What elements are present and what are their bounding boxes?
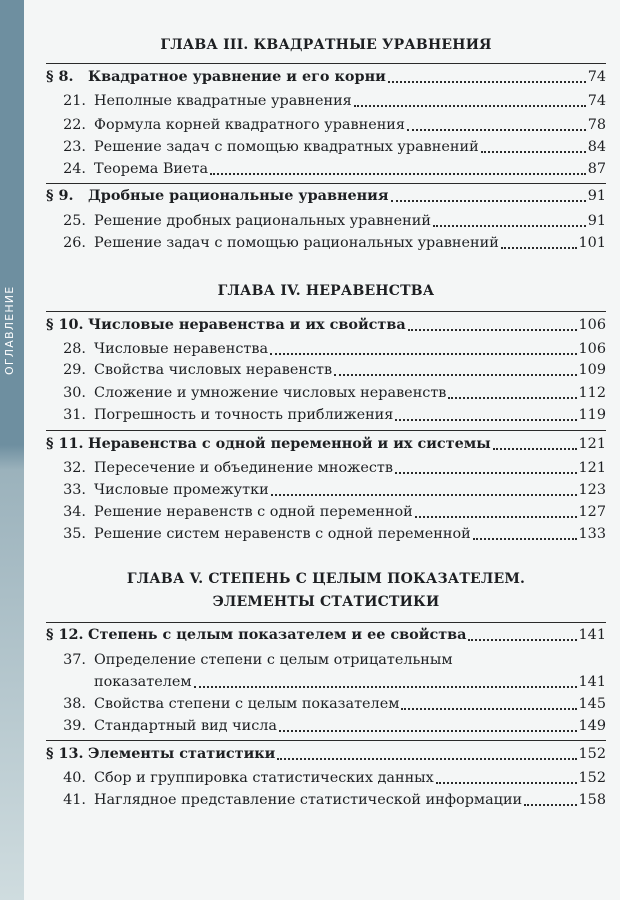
toc-section[interactable]: § 13. Элементы статистики 152 (46, 745, 606, 762)
toc-item[interactable]: 30. Сложение и умножение числовых неравенств 112 (63, 385, 606, 401)
toc-item[interactable]: 40. Сбор и группировка статистических данных 152 (63, 770, 606, 786)
toc-item[interactable]: 22. Формула корней квадратного уравнения 78 (63, 117, 606, 133)
toc-item[interactable]: 21. Неполные квадратные уравнения 74 (63, 93, 606, 109)
toc-item[interactable]: 28. Числовые неравенства 106 (63, 341, 606, 357)
chapter-title: ГЛАВА IV. НЕРАВЕНСТВА (217, 283, 435, 299)
side-tab (0, 0, 24, 900)
toc-section[interactable]: § 8. Квадратное уравнение и его корни 74 (46, 68, 606, 85)
toc-section[interactable]: § 11. Неравенства с одной переменной и их системы 121 (46, 435, 606, 452)
toc-item[interactable]: 24. Теорема Виета 87 (63, 161, 606, 177)
toc-item[interactable]: 31. Погрешность и точность приближения 119 (63, 407, 606, 423)
section-rule (46, 63, 606, 64)
toc-item-continuation[interactable]: показателем 141 (94, 674, 606, 690)
toc-item[interactable]: 37. Определение степени с целым отрицательным (63, 652, 453, 668)
toc-item[interactable]: 32. Пересечение и объединение множеств 121 (63, 460, 606, 476)
toc-item[interactable]: 26. Решение задач с помощью рациональных уравнений 101 (63, 235, 606, 251)
toc-item[interactable]: 34. Решение неравенств с одной переменной 127 (63, 504, 606, 520)
toc-section[interactable]: § 12. Степень с целым показателем и ее свойства 141 (46, 626, 606, 643)
toc-item[interactable]: 23. Решение задач с помощью квадратных уравнений 84 (63, 139, 606, 155)
toc-item[interactable]: 33. Числовые промежутки 123 (63, 482, 606, 498)
toc-section[interactable]: § 9. Дробные рациональные уравнения 91 (46, 187, 606, 204)
chapter-title: ГЛАВА III. КВАДРАТНЫЕ УРАВНЕНИЯ (160, 37, 492, 53)
toc-item[interactable]: 39. Стандартный вид числа 149 (63, 718, 606, 734)
toc-item[interactable]: 35. Решение систем неравенств с одной переменной 133 (63, 526, 606, 542)
toc-item[interactable]: 25. Решение дробных рациональных уравнений 91 (63, 213, 606, 229)
section-rule (46, 740, 606, 741)
chapter-title (46, 569, 606, 613)
toc-item[interactable]: 29. Свойства числовых неравенств 109 (63, 362, 606, 378)
section-rule (46, 311, 606, 312)
side-tab-label: ОГЛАВЛЕНИЕ (3, 285, 16, 375)
toc-item[interactable]: 41. Наглядное представление статистической информации 158 (63, 792, 606, 808)
toc-item[interactable]: 38. Свойства степени с целым показателем 145 (63, 696, 606, 712)
chapter-title-line: ГЛАВА V. СТЕПЕНЬ С ЦЕЛЫМ ПОКАЗАТЕЛЕМ. (126, 571, 526, 587)
section-rule (46, 430, 606, 431)
chapter-title-line: ЭЛЕМЕНТЫ СТАТИСТИКИ (212, 594, 440, 610)
toc-section[interactable]: § 10. Числовые неравенства и их свойства 106 (46, 316, 606, 333)
